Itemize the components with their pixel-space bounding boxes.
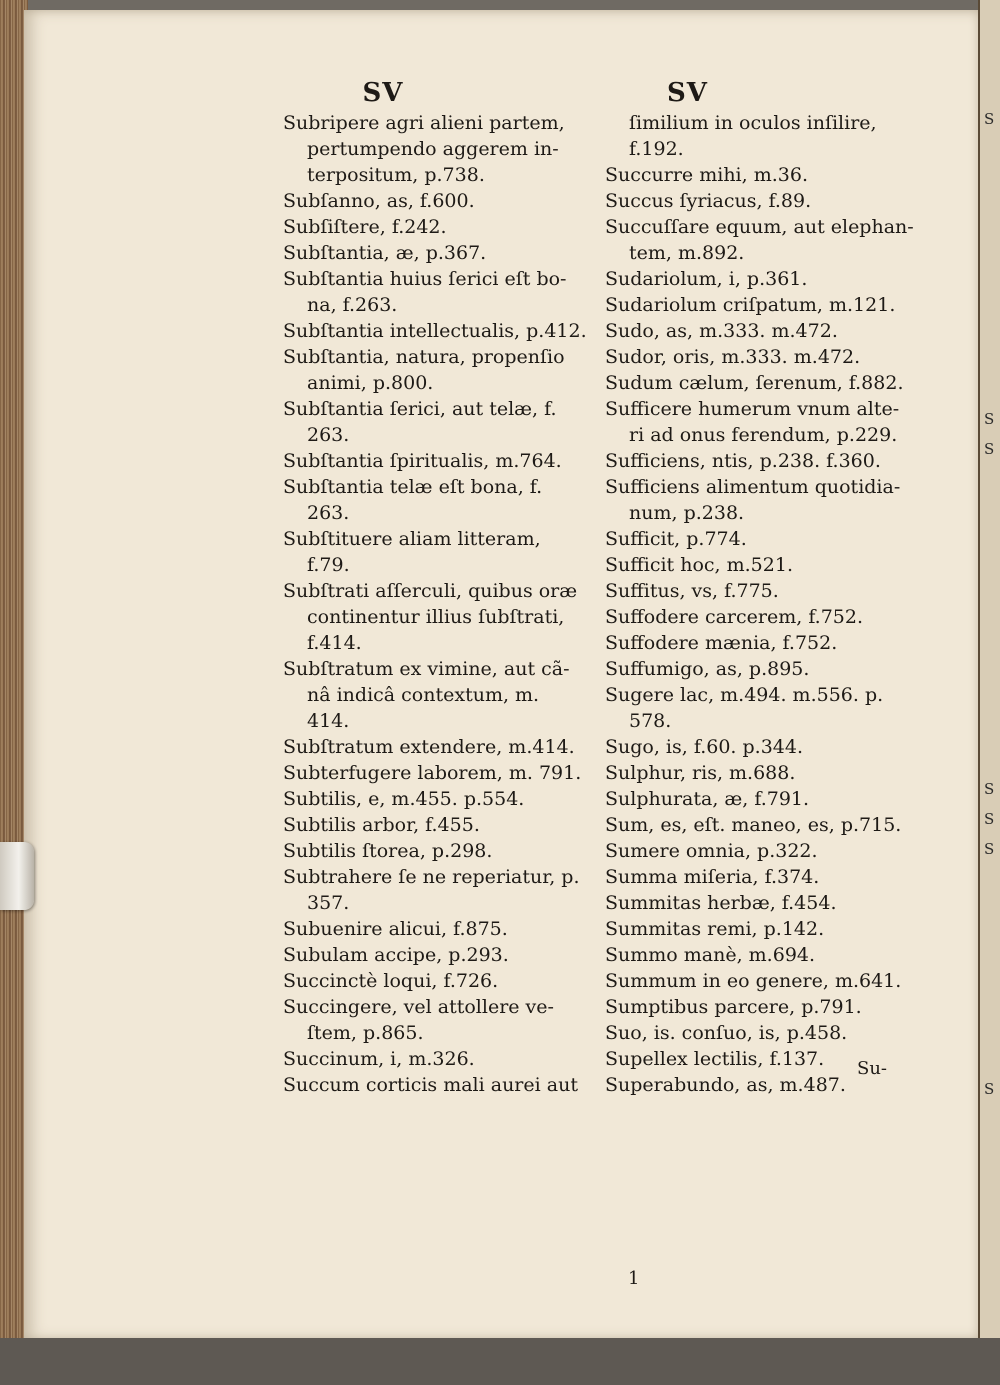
facing-page-letter: S: [984, 440, 995, 458]
index-entry-line: Summa miſeria, f.374.: [605, 866, 820, 888]
index-entry-line: Subterfugere laborem, m. 791.: [283, 762, 582, 784]
index-entry-line: Succingere, vel attollere ve-: [283, 996, 554, 1018]
index-entry-line: num, p.238.: [629, 502, 745, 524]
facing-page-letter: S: [984, 110, 995, 128]
index-entry-line: Subſtratum ex vimine, aut cã-: [283, 658, 570, 680]
index-entry-line: Suffodere mænia, f.752.: [605, 632, 838, 654]
index-entry-line: Subſtantia intellectualis, p.412.: [283, 320, 587, 342]
index-entry-line: Subulam accipe, p.293.: [283, 944, 509, 966]
index-entry-line: f.414.: [307, 632, 362, 654]
index-entry-line: Sugere lac, m.494. m.556. p.: [605, 684, 884, 706]
index-entry-line: 414.: [307, 710, 350, 732]
index-entry-line: Suffodere carcerem, f.752.: [605, 606, 864, 628]
left-column-header: SV: [362, 78, 404, 108]
index-entry-line: Subtrahere ſe ne reperiatur, p.: [283, 866, 580, 888]
index-entry-line: Succurre mihi, m.36.: [605, 164, 808, 186]
index-entry-line: Sulphur, ris, m.688.: [605, 762, 796, 784]
index-entry-line: Subſtituere aliam litteram,: [283, 528, 541, 550]
index-entry-line: Sum, es, eſt. maneo, es, p.715.: [605, 814, 902, 836]
right-column-entries: [605, 110, 935, 1098]
index-entry-line: Subripere agri alieni partem,: [283, 112, 565, 134]
index-entry-line: Subſtantia, natura, propenſio: [283, 346, 565, 368]
index-entry-line: f.79.: [307, 554, 350, 576]
index-entry-line: Subtilis ſtorea, p.298.: [283, 840, 493, 862]
index-entry-line: Sumptibus parcere, p.791.: [605, 996, 862, 1018]
index-entry-line: Subſanno, as, f.600.: [283, 190, 475, 212]
index-entry-line: Subſtantia telæ eſt bona, f.: [283, 476, 543, 498]
index-entry-line: Sudor, oris, m.333. m.472.: [605, 346, 861, 368]
index-entry-line: continentur illius ſubſtrati,: [307, 606, 565, 628]
facing-page-letter: S: [984, 410, 995, 428]
index-entry-line: Succinctè loqui, f.726.: [283, 970, 499, 992]
scan-bottom-band: [0, 1338, 1000, 1385]
index-entry-line: Sugo, is, f.60. p.344.: [605, 736, 803, 758]
index-entry-line: ſimilium in oculos inſilire,: [629, 112, 877, 134]
index-entry-line: f.192.: [629, 138, 684, 160]
index-entry-line: na, f.263.: [307, 294, 398, 316]
index-entry-line: Superabundo, as, m.487.: [605, 1074, 846, 1096]
index-entry-line: pertumpendo aggerem in-: [307, 138, 559, 160]
index-entry-line: Succuſſare equum, aut elephan-: [605, 216, 914, 238]
index-entry-line: 263.: [307, 424, 350, 446]
index-entry-line: Summo manè, m.694.: [605, 944, 816, 966]
index-entry-line: Subſtantia, æ, p.367.: [283, 242, 487, 264]
index-entry-line: Subſtantia ſpiritualis, m.764.: [283, 450, 562, 472]
index-entry-line: Sufficere humerum vnum alte-: [605, 398, 900, 420]
index-entry-line: Suffumigo, as, p.895.: [605, 658, 810, 680]
index-entry-line: Sudo, as, m.333. m.472.: [605, 320, 838, 342]
index-entry-line: Sufficiens, ntis, p.238. f.360.: [605, 450, 881, 472]
left-column-entries: [283, 110, 613, 1098]
facing-page-letter: S: [984, 1080, 995, 1098]
index-entry-line: Sulphurata, æ, f.791.: [605, 788, 810, 810]
index-entry-line: Summitas herbæ, f.454.: [605, 892, 837, 914]
index-entry-line: 578.: [629, 710, 672, 732]
catchword: Su-: [857, 1058, 888, 1079]
facing-page-letter: S: [984, 840, 995, 858]
facing-page-letter: S: [984, 810, 995, 828]
facing-page-letter: S: [984, 780, 995, 798]
index-entry-line: Subſtantia ſerici, aut telæ, f.: [283, 398, 557, 420]
index-entry-line: 263.: [307, 502, 350, 524]
index-entry-line: Sudariolum criſpatum, m.121.: [605, 294, 896, 316]
index-entry-line: Succum corticis mali aurei aut: [283, 1074, 578, 1096]
index-entry-line: ſtem, p.865.: [307, 1022, 424, 1044]
index-entry-line: Sufficit hoc, m.521.: [605, 554, 793, 576]
index-entry-line: Summum in eo genere, m.641.: [605, 970, 902, 992]
index-entry-line: nâ indicâ contextum, m.: [307, 684, 540, 706]
index-entry-line: tem, m.892.: [629, 242, 745, 264]
index-entry-line: Subuenire alicui, f.875.: [283, 918, 508, 940]
index-entry-line: Sufficiens alimentum quotidia-: [605, 476, 901, 498]
index-entry-line: terpositum, p.738.: [307, 164, 485, 186]
facing-page-strip: [978, 0, 1000, 1385]
index-entry-line: Subtilis arbor, f.455.: [283, 814, 480, 836]
index-entry-line: Sumere omnia, p.322.: [605, 840, 818, 862]
index-entry-line: Supellex lectilis, f.137.: [605, 1048, 825, 1070]
index-entry-line: animi, p.800.: [307, 372, 434, 394]
index-entry-line: Subſtantia huius ſerici eſt bo-: [283, 268, 567, 290]
index-entry-line: Subſiſtere, f.242.: [283, 216, 447, 238]
index-entry-line: 357.: [307, 892, 350, 914]
page-clip: [0, 842, 34, 910]
index-entry-line: Sufficit, p.774.: [605, 528, 747, 550]
bottom-mark: 1: [628, 1268, 640, 1289]
right-column-header: SV: [667, 78, 708, 108]
index-entry-line: Suo, is. conſuo, is, p.458.: [605, 1022, 848, 1044]
index-entry-line: Suffitus, vs, f.775.: [605, 580, 779, 602]
index-entry-line: Sudum cælum, ſerenum, f.882.: [605, 372, 904, 394]
index-entry-line: Succinum, i, m.326.: [283, 1048, 475, 1070]
index-entry-line: Subſtratum extendere, m.414.: [283, 736, 575, 758]
index-entry-line: ri ad onus ferendum, p.229.: [629, 424, 898, 446]
index-entry-line: Subtilis, e, m.455. p.554.: [283, 788, 525, 810]
right-column: [605, 78, 935, 1098]
index-entry-line: Summitas remi, p.142.: [605, 918, 825, 940]
index-entry-line: Subſtrati aſſerculi, quibus oræ: [283, 580, 578, 602]
index-entry-line: Succus ſyriacus, f.89.: [605, 190, 812, 212]
index-entry-line: Sudariolum, i, p.361.: [605, 268, 808, 290]
left-column: [283, 78, 613, 1098]
